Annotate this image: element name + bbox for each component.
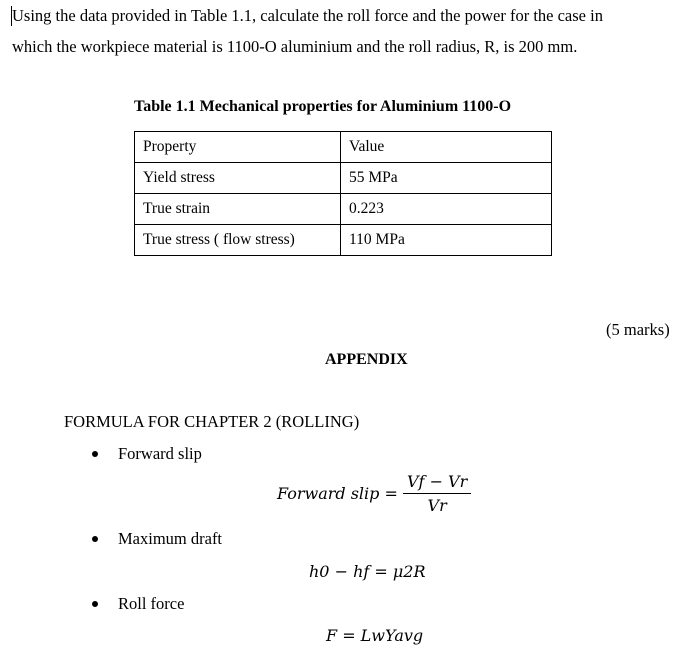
table-header-row [135, 132, 552, 163]
appendix-subheading: FORMULA FOR CHAPTER 2 (ROLLING) [64, 412, 360, 431]
formula-numerator: Vf − Vr [403, 472, 471, 494]
row-property: True stress ( flow stress) [135, 225, 341, 256]
question-line-2: which the workpiece material is 1100-O aluminium and the roll radius, R, is 200 mm. [12, 37, 578, 56]
table-row [135, 163, 552, 194]
bullet-icon [92, 451, 98, 457]
formula-forward-slip [277, 472, 471, 515]
formula-roll-force: F = LwYavg [326, 626, 424, 645]
formula-denominator: Vr [427, 496, 447, 515]
formula-maximum-draft: h0 − hf = μ2R [309, 562, 426, 581]
formula-lhs: Forward slip = [277, 484, 398, 503]
item-label-forward-slip: Forward slip [118, 444, 202, 463]
formula-fraction [403, 472, 471, 515]
header-property: Property [135, 132, 341, 163]
table-row [135, 194, 552, 225]
item-label-roll-force: Roll force [118, 594, 185, 613]
table-row [135, 225, 552, 256]
row-value: 110 MPa [341, 225, 552, 256]
bullet-icon [92, 536, 98, 542]
appendix-heading: APPENDIX [325, 351, 408, 368]
header-value: Value [341, 132, 552, 163]
row-property: Yield stress [135, 163, 341, 194]
properties-table [134, 131, 552, 256]
row-value: 55 MPa [341, 163, 552, 194]
row-value: 0.223 [341, 194, 552, 225]
marks-label: (5 marks) [606, 320, 670, 339]
question-line-1: Using the data provided in Table 1.1, calculate the roll force and the power for the case in [12, 6, 603, 25]
bullet-icon [92, 601, 98, 607]
table-caption: Table 1.1 Mechanical properties for Aluminium 1100-O [134, 98, 512, 115]
item-label-maximum-draft: Maximum draft [118, 529, 223, 548]
row-property: True strain [135, 194, 341, 225]
